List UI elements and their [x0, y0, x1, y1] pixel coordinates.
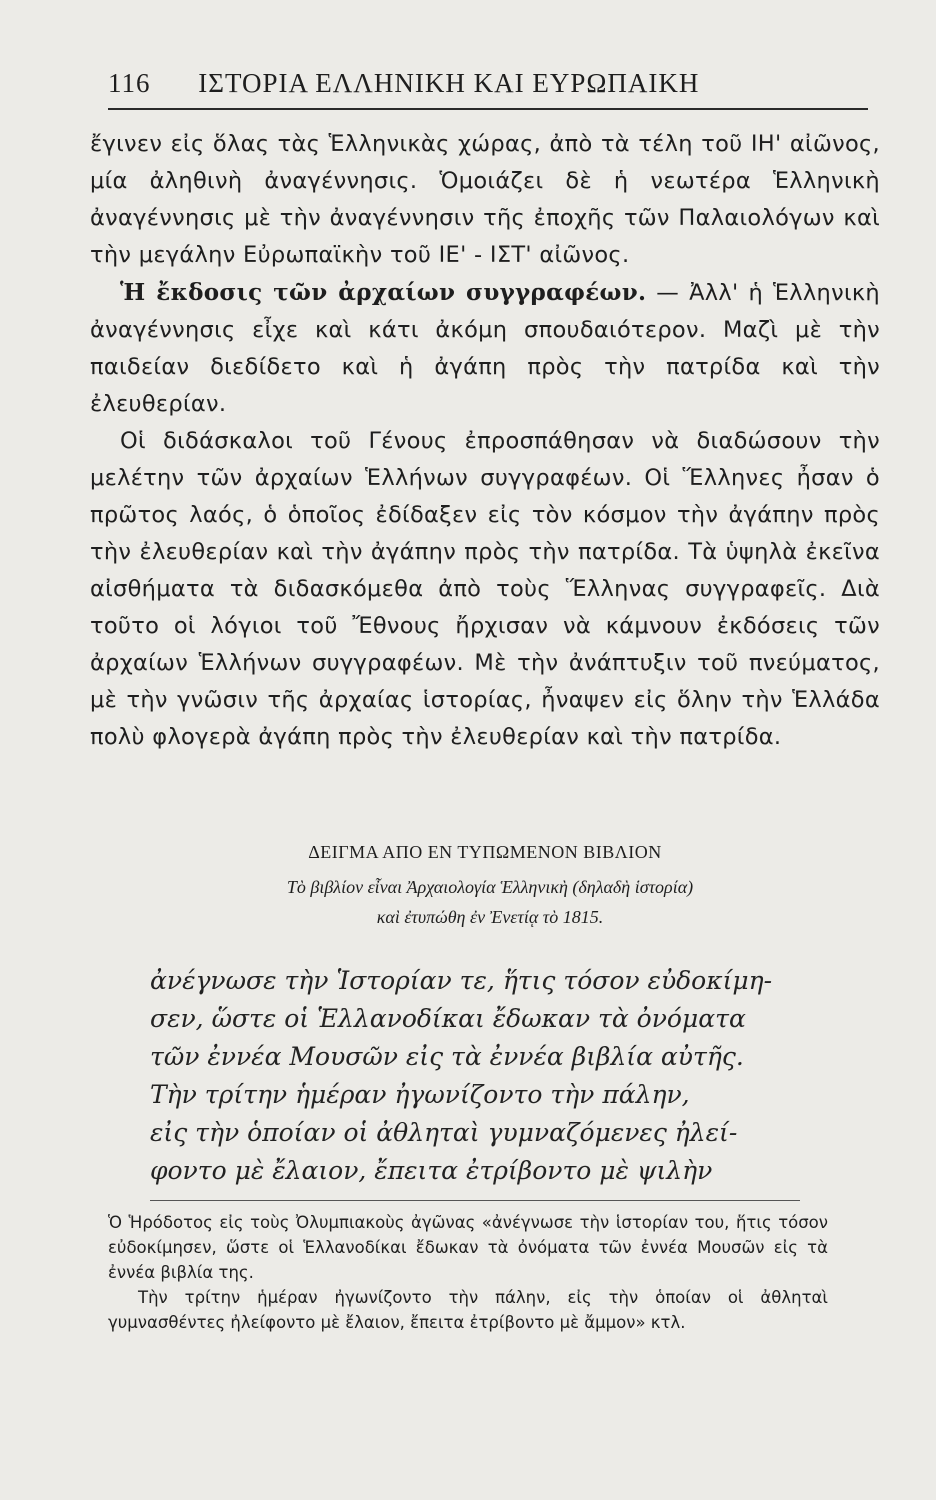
specimen-caption-line: καὶ ἐτυπώθη ἐν Ἐνετίᾳ τὸ 1815. [376, 907, 604, 927]
footnote [108, 1210, 828, 1335]
paragraph-2-text: — Ἀλλ' ἡ Ἑλληνικὴ ἀναγέννησις εἶχε καὶ κάτι ἀκόμη σπουδαιότερον. Μαζὶ μὲ τὴν παιδείαν διεδίδετο καὶ ἡ ἀγάπη πρὸς τὴν πατρίδα καὶ τὴν ἐλευθερίαν. [90, 280, 880, 417]
printed-book-specimen [150, 962, 800, 1190]
specimen-line: φοντο μὲ ἔλαιον, ἔπειτα ἐτρίβοντο μὲ ψιλὴν [150, 1156, 713, 1185]
specimen-line: σεν, ὥστε οἱ Ἑλλανοδίκαι ἔδωκαν τὰ ὀνόματα [150, 1004, 746, 1033]
specimen-line: τῶν ἐννέα Μουσῶν εἰς τὰ ἐννέα βιβλία αὐτῆς. [150, 1042, 744, 1071]
specimen-line: ἀνέγνωσε τὴν Ἱστορίαν τε, ἥτις τόσον εὐδοκίμη- [150, 966, 773, 995]
page-number: 116 [108, 68, 151, 98]
specimen-line: εἰς τὴν ὁποίαν οἱ ἀθληταὶ γυμναζόμενες ἠλεί- [150, 1118, 738, 1147]
paragraph-3: Οἱ διδάσκαλοι τοῦ Γένους ἐπροσπάθησαν νὰ διαδώσουν τὴν μελέτην τῶν ἀρχαίων Ἑλλήνων συγγραφέων. Οἱ Ἕλληνες ἦσαν ὁ πρῶτος λαός, ὁ ὁποῖος ἐδίδαξεν εἰς τὸν κόσμον τὴν ἀγάπην πρὸς τὴν ἐλευθερίαν καὶ τὴν ἀγάπην πρὸς τὴν πατρίδα. Τὰ ὑψηλὰ ἐκεῖνα αἰσθήματα τὰ διδασκόμεθα ἀπὸ τοὺς Ἕλληνας συγγραφεῖς. Διὰ τοῦτο οἱ λόγιοι τοῦ Ἔθνους ἤρχισαν νὰ κάμνουν ἐκδόσεις τῶν ἀρχαίων Ἑλλήνων συγγραφέων. Μὲ τὴν ἀνάπτυξιν τοῦ πνεύματος, μὲ τὴν γνῶσιν τῆς ἀρχαίας ἱστορίας, ἦναψεν εἰς ὅλην τὴν Ἑλλάδα πολὺ φλογερὰ ἀγάπη πρὸς τὴν ἐλευθερίαν καὶ τὴν πατρίδα. [90, 428, 880, 750]
footnote-paragraph: Τὴν τρίτην ἡμέραν ἠγωνίζοντο τὴν πάλην, εἰς τὴν ὁποίαν οἱ ἀθληταὶ γυμνασθέντες ἠλείφοντο μὲ ἔλαιον, ἔπειτα ἐτρίβοντο μὲ ἄμμον» κτλ. [108, 1288, 828, 1332]
specimen-line: Τὴν τρίτην ἡμέραν ἠγωνίζοντο τὴν πάλην, [150, 1080, 690, 1109]
paragraph-2 [90, 274, 880, 423]
specimen-caption-title: ΔΕΙΓΜΑ ΑΠΟ ΕΝ ΤΥΠΩΜΕΝΟΝ ΒΙΒΛΙΟΝ [308, 842, 662, 862]
paragraph-1: ἔγινεν εἰς ὅλας τὰς Ἑλληνικὰς χώρας, ἀπὸ τὰ τέλη τοῦ ΙΗ' αἰῶνος, μία ἀληθινὴ ἀναγέννησις. Ὁμοιάζει δὲ ἡ νεωτέρα Ἑλληνικὴ ἀναγέννησις μὲ τὴν ἀναγέννησιν τῆς ἐποχῆς τῶν Παλαιολόγων καὶ τὴν μεγάλην Εὐρωπαϊκὴν τοῦ ΙΕ' - ΙΣΤ' αἰῶνος. [90, 131, 880, 268]
footnote-paragraph: Ὁ Ἡρόδοτος εἰς τοὺς Ὀλυμπιακοὺς ἀγῶνας «ἀνέγνωσε τὴν ἱστορίαν του, ἥτις τόσον εὐδοκίμησεν, ὥστε οἱ Ἑλλανοδίκαι ἔδωκαν τὰ ὀνόματα τῶν ἐννέα Μουσῶν εἰς τὰ ἐννέα βιβλία της. [108, 1213, 828, 1282]
specimen-caption [150, 872, 830, 932]
specimen-rule [150, 1200, 800, 1201]
main-text [90, 126, 880, 756]
header-rule [108, 108, 868, 110]
section-title: Ἡ ἔκδοσις τῶν ἀρχαίων συγγραφέων. [120, 279, 647, 306]
running-title: ΙΣΤΟΡΙΑ ΕΛΛΗΝΙΚΗ ΚΑΙ ΕΥΡΩΠΑΙΚΗ [198, 68, 700, 98]
running-header [108, 68, 868, 99]
specimen-caption-line: Τὸ βιβλίον εἶναι Ἀρχαιολογία Ἑλληνικὴ (δηλαδὴ ἱστορία) [286, 877, 694, 897]
